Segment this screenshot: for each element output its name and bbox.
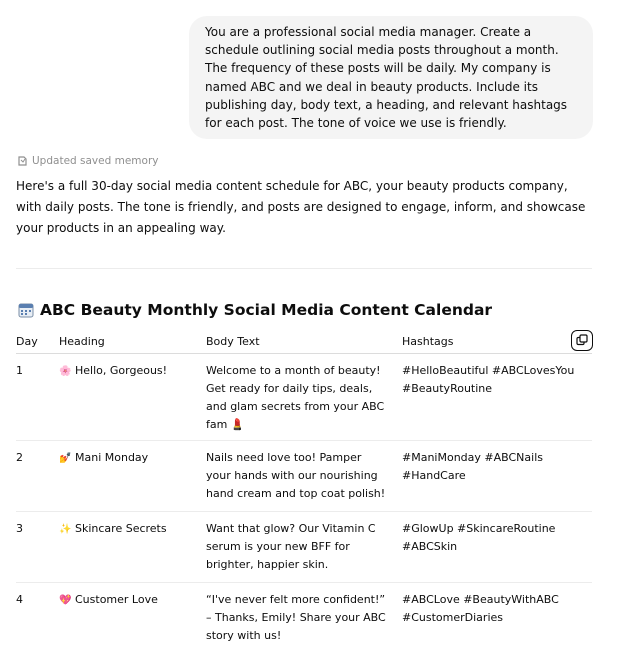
cell-hashtags: #GlowUp #SkincareRoutine #ABCSkin	[402, 512, 592, 583]
heading-text: Skincare Secrets	[75, 522, 167, 535]
column-header-body-text: Body Text	[206, 331, 402, 354]
nail-polish-icon: 💅	[59, 450, 71, 468]
memory-label: Updated saved memory	[32, 155, 158, 167]
cell-day: 4	[16, 583, 59, 653]
table-row	[16, 512, 592, 583]
column-header-heading: Heading	[59, 331, 206, 354]
calendar-title	[18, 301, 492, 319]
table-row	[16, 441, 592, 512]
user-message-bubble: You are a professional social media manager. Create a schedule outlining social media posts throughout a month. The frequency of these posts will be daily. My company is named ABC and we deal in beauty products. Include its publishing day, body text, a heading, and relevant hashtags for each post. The tone of voice we use is friendly.	[189, 16, 593, 139]
cell-body: “I've never felt more confident!” – Thanks, Emily! Share your ABC story with us!	[206, 583, 402, 653]
cell-heading	[59, 583, 206, 653]
table-row	[16, 583, 592, 653]
calendar-title-text: ABC Beauty Monthly Social Media Content Calendar	[40, 301, 492, 319]
cell-day: 3	[16, 512, 59, 583]
cell-heading	[59, 512, 206, 583]
cell-day: 1	[16, 354, 59, 441]
cell-body: Want that glow? Our Vitamin C serum is your new BFF for brighter, happier skin.	[206, 512, 402, 583]
cell-body: Welcome to a month of beauty! Get ready for daily tips, deals, and glam secrets from your ABC fam 💄	[206, 354, 402, 441]
cell-hashtags: #ManiMonday #ABCNails #HandCare	[402, 441, 592, 512]
table-header-row	[16, 331, 592, 354]
cell-heading	[59, 354, 206, 441]
heading-text: Mani Monday	[75, 451, 148, 464]
cell-hashtags: #ABCLove #BeautyWithABC #CustomerDiaries	[402, 583, 592, 653]
heading-text: Hello, Gorgeous!	[75, 364, 167, 377]
memory-icon	[18, 156, 27, 166]
table-row	[16, 354, 592, 441]
divider	[16, 268, 592, 269]
memory-status[interactable]	[18, 155, 158, 167]
column-header-hashtags: Hashtags	[402, 331, 592, 354]
cell-heading	[59, 441, 206, 512]
cell-day: 2	[16, 441, 59, 512]
calendar-icon	[18, 302, 34, 318]
heart-icon: 💖	[59, 592, 71, 610]
assistant-intro: Here's a full 30-day social media content schedule for ABC, your beauty products company, with daily posts. The tone is friendly, and posts are designed to engage, inform, and showcase your products in an appealing way.	[16, 176, 596, 239]
cell-body: Nails need love too! Pamper your hands with our nourishing hand cream and top coat polish!	[206, 441, 402, 512]
heading-text: Customer Love	[75, 593, 158, 606]
content-calendar-table	[16, 331, 592, 653]
sparkles-icon: ✨	[59, 521, 71, 539]
column-header-day: Day	[16, 331, 59, 354]
cell-hashtags: #HelloBeautiful #ABCLovesYou #BeautyRoutine	[402, 354, 592, 441]
flower-icon: 🌸	[59, 363, 71, 381]
